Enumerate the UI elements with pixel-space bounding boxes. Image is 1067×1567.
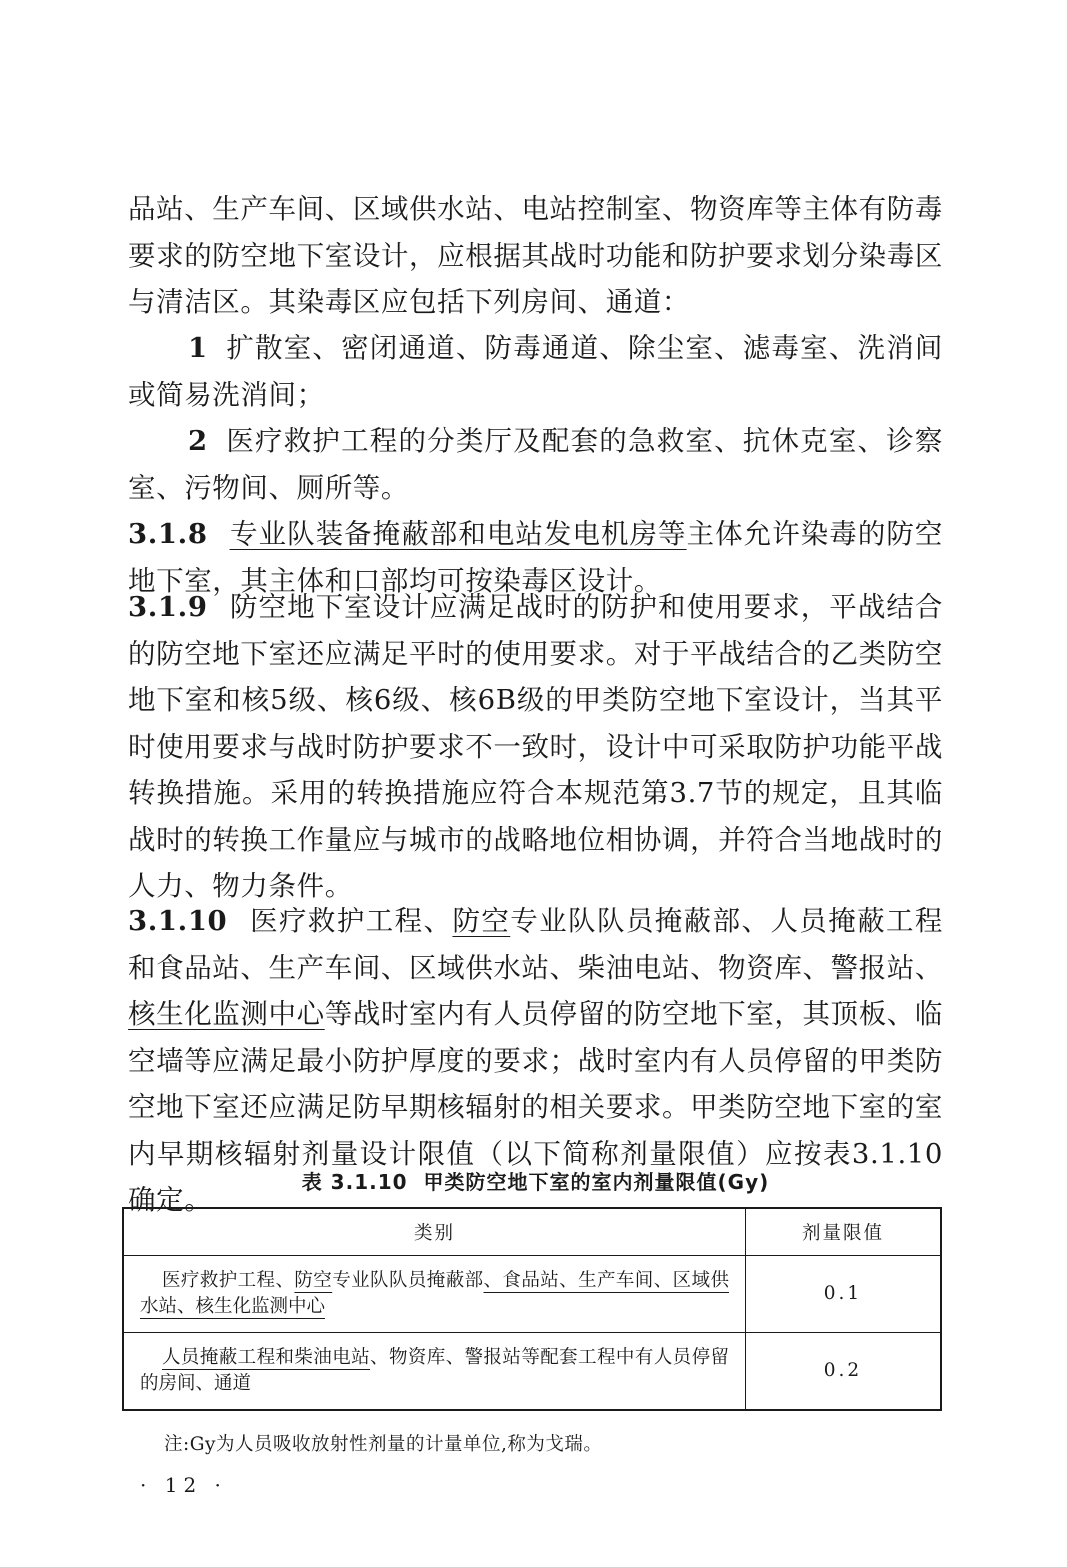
cell-text-underlined: 、食品站、生产车间、区域供水站、核生化监测中心 [140, 1270, 729, 1317]
cell-text: 、物资库、警报站等配套工程中有人员停留的房间、通道 [140, 1347, 729, 1394]
list-item-text: 医疗救护工程的分类厅及配套的急救室、抗休克室、诊察室、污物间、厕所等。 [128, 425, 943, 504]
cell-text: 医疗救护工程、 [162, 1270, 295, 1291]
cell-text: 专业队队员掩蔽部 [332, 1270, 484, 1291]
list-item-text: 扩散室、密闭通道、防毒通道、除尘室、滤毒室、洗消间或简易洗消间； [128, 332, 943, 411]
table-row [123, 1256, 941, 1333]
table-cell-value: 0.1 [746, 1256, 942, 1333]
table-cell-category [123, 1256, 746, 1333]
table-cell-value: 0.2 [746, 1333, 942, 1411]
clause-text-underlined: 专业队装备掩蔽部和电站发电机房等 [229, 518, 687, 550]
clause-number: 3.1.8 [128, 518, 208, 550]
clause-3-1-9 [128, 584, 943, 910]
clause-number: 3.1.9 [128, 591, 208, 623]
table-row [123, 1333, 941, 1411]
cell-text-underlined: 人员掩蔽工程和柴油电站 [162, 1347, 371, 1368]
clause-text-underlined: 核生化监测中心 [128, 998, 325, 1030]
table-note: 注:Gy为人员吸收放射性剂量的计量单位,称为戈瑞。 [164, 1434, 603, 1455]
table-header-category: 类别 [123, 1208, 746, 1256]
clause-text: 主体允许染毒的防空地下室，其主体和口部均可按染毒区设计。 [128, 518, 943, 597]
paragraph-text: 品站、生产车间、区域供水站、电站控制室、物资库等主体有防毒要求的防空地下室设计，应根据其战时功能和防护要求划分染毒区与清洁区。其染毒区应包括下列房间、通道： [128, 193, 943, 318]
list-item-1 [128, 325, 943, 418]
clause-number: 3.1.10 [128, 905, 228, 937]
table-caption [128, 1166, 943, 1195]
paragraph-continuation [128, 186, 943, 326]
dose-limit-table [122, 1207, 942, 1411]
clause-text: 等战时室内有人员停留的防空地下室，其顶板、临空墙等应满足最小防护厚度的要求；战时室内有人员停留的甲类防空地下室还应满足防早期核辐射的相关要求。甲类防空地下室的室内早期核辐射剂量设计限值（以下简称剂量限值）应按表3.1.10确定。 [128, 998, 944, 1216]
clause-text: 专业队队员掩蔽部、人员掩蔽工程和食品站、生产车间、区域供水站、柴油电站、物资库、警报站、 [128, 905, 944, 984]
table-caption-number: 表 3.1.10 [301, 1170, 408, 1194]
table-caption-title: 甲类防空地下室的室内剂量限值(Gy) [423, 1170, 770, 1194]
table-cell-category [123, 1333, 746, 1411]
list-item-number: 1 [188, 332, 208, 364]
clause-text-underlined: 防空 [452, 905, 511, 937]
clause-text: 防空地下室设计应满足战时的防护和使用要求，平战结合的防空地下室还应满足平时的使用要求。对于平战结合的乙类防空地下室和核5级、核6级、核6B级的甲类防空地下室设计，当其平时使用要求与战时防护要求不一致时，设计中可采取防护功能平战转换措施。采用的转换措施应符合本规范第3.7节的规定，且其临战时的转换工作量应与城市的战略地位相协调，并符合当地战时的人力、物力条件。 [128, 591, 943, 902]
table-header-value: 剂量限值 [746, 1208, 942, 1256]
page-number: · 12 · [140, 1473, 227, 1497]
list-item-2 [128, 418, 943, 511]
clause-text: 医疗救护工程、 [249, 905, 453, 937]
cell-text-underlined: 防空 [294, 1270, 333, 1291]
table-header-row [123, 1208, 941, 1256]
list-item-number: 2 [188, 425, 208, 457]
